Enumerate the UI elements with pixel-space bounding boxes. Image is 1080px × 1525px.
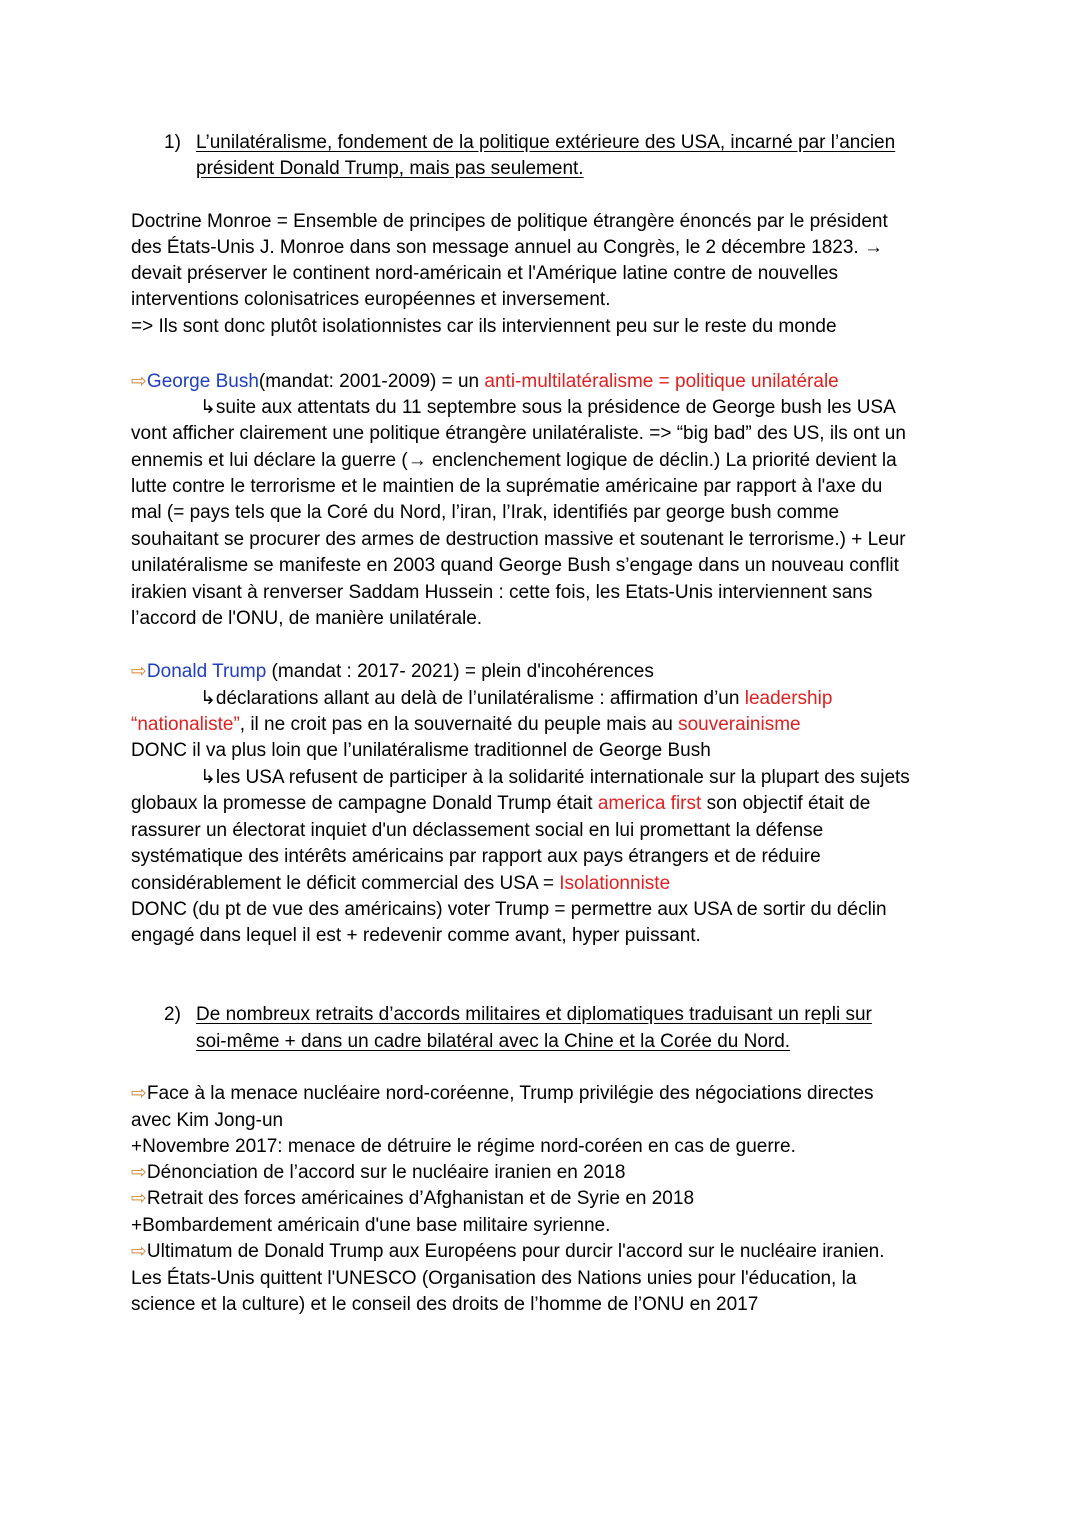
section-2-number: 2) xyxy=(164,1004,181,1025)
list-item xyxy=(131,1160,625,1186)
trump-text: considérablement le déficit commercial des USA = xyxy=(131,873,560,894)
trump-text-line: DONC (du pt de vue des américains) voter Trump = permettre aux USA de sortir du déclin xyxy=(131,899,887,920)
monroe-line: des États-Unis J. Monroe dans son message annuel au Congrès, le 2 décembre 1823. → xyxy=(131,237,883,258)
arrow-right-icon: ⇨ xyxy=(131,371,147,392)
trump-text: globaux la promesse de campagne Donald Trump était xyxy=(131,793,598,814)
monroe-line: interventions colonisatrices européennes et inversement. xyxy=(131,289,611,310)
list-item: +Bombardement américain d'une base militaire syrienne. xyxy=(131,1215,611,1236)
bush-sub-line xyxy=(200,395,896,421)
arrow-right-icon: ⇨ xyxy=(131,661,147,682)
trump-text-line: DONC il va plus loin que l’unilatéralisme traditionnel de George Bush xyxy=(131,740,711,761)
bush-text: suite aux attentats du 11 septembre sous la présidence de George bush les USA xyxy=(215,397,896,418)
monroe-line: devait préserver le continent nord-américain et l'Amérique latine contre de nouvelles xyxy=(131,263,839,284)
list-item: avec Kim Jong-un xyxy=(131,1110,284,1131)
bush-name: George Bush xyxy=(146,371,259,392)
trump-name: Donald Trump xyxy=(146,661,267,682)
list-item: +Novembre 2017: menace de détruire le régime nord-coréen en cas de guerre. xyxy=(131,1136,796,1157)
list-item-text: Dénonciation de l’accord sur le nucléaire iranien en 2018 xyxy=(146,1162,626,1183)
trump-text: , il ne croit pas en la souvernaité du peuple mais au xyxy=(239,714,679,735)
list-item: science et la culture) et le conseil des droits de l’homme de l’ONU en 2017 xyxy=(131,1294,759,1315)
trump-highlight: souverainisme xyxy=(678,714,801,735)
list-item xyxy=(131,1239,885,1265)
bush-text-line: unilatéralisme se manifeste en 2003 quand George Bush s’engage dans un nouveau conflit xyxy=(131,555,899,576)
list-item xyxy=(131,1186,694,1212)
trump-text-line: engagé dans lequel il est + redevenir comme avant, hyper puissant. xyxy=(131,925,701,946)
arrow-right-icon: ⇨ xyxy=(131,1241,147,1262)
trump-text-line: systématique des intérêts américains par rapport aux pays étrangers et de réduire xyxy=(131,846,821,867)
section-2-title-line-1: De nombreux retraits d’accords militaires et diplomatiques traduisant un repli sur xyxy=(196,1004,872,1025)
section-2-title-line-2: soi-même + dans un cadre bilatéral avec la Chine et la Corée du Nord. xyxy=(196,1031,791,1052)
trump-text-line: rassurer un électorat inquiet d'un déclassement social en lui promettant la défense xyxy=(131,820,824,841)
trump-highlight: leadership xyxy=(744,688,833,709)
monroe-line: => Ils sont donc plutôt isolationnistes car ils interviennent peu sur le reste du monde xyxy=(131,316,837,337)
trump-mandate: (mandat : 2017- 2021) = plein d'incohérences xyxy=(266,661,654,682)
trump-text-line xyxy=(131,871,670,897)
trump-text-line xyxy=(131,791,870,817)
trump-sub-line xyxy=(200,686,832,712)
trump-text-line xyxy=(131,712,801,738)
trump-text: les USA refusent de participer à la solidarité internationale sur la plupart des sujets xyxy=(215,767,910,788)
trump-highlight: Isolationniste xyxy=(559,873,671,894)
list-item-text: Face à la menace nucléaire nord-coréenne, Trump privilégie des négociations directes xyxy=(146,1083,874,1104)
bush-text-line: souhaitant se procurer des armes de destruction massive et soutenant le terrorisme.) + Leur xyxy=(131,529,906,550)
trump-highlight: “nationaliste” xyxy=(131,714,240,735)
section-1-title-line-1: L’unilatéralisme, fondement de la politique extérieure des USA, incarné par l’ancien xyxy=(196,132,896,153)
trump-highlight: america first xyxy=(597,793,702,814)
bush-text-line: vont afficher clairement une politique étrangère unilatéraliste. => “big bad” des US, ils ont un xyxy=(131,423,906,444)
sub-arrow-icon: ↳ xyxy=(200,767,216,788)
sub-arrow-icon: ↳ xyxy=(200,397,216,418)
list-item: Les États-Unis quittent l'UNESCO (Organisation des Nations unies pour l'éducation, la xyxy=(131,1268,857,1289)
bush-policy: anti-multilatéralisme = politique unilatérale xyxy=(484,371,839,392)
bush-text-line: lutte contre le terrorisme et le maintien de la suprématie américaine par rapport à l'axe du xyxy=(131,476,883,497)
list-item-text: Ultimatum de Donald Trump aux Européens pour durcir l'accord sur le nucléaire iranien. xyxy=(146,1241,885,1262)
bush-text-line: l’accord de l'ONU, de manière unilatérale. xyxy=(131,608,483,629)
section-1-title-line-2: président Donald Trump, mais pas seulement. xyxy=(196,158,584,179)
bush-text-line: irakien visant à renverser Saddam Hussein : cette fois, les Etats-Unis interviennent sans xyxy=(131,582,873,603)
monroe-line: Doctrine Monroe = Ensemble de principes de politique étrangère énoncés par le président xyxy=(131,211,888,232)
trump-sub-line xyxy=(200,765,910,791)
list-item xyxy=(131,1081,874,1107)
bush-heading-line xyxy=(131,369,839,395)
bush-text-line: ennemis et lui déclare la guerre (→ enclenchement logique de déclin.) La priorité devient la xyxy=(131,450,897,471)
arrow-right-icon: ⇨ xyxy=(131,1188,147,1209)
sub-arrow-icon: ↳ xyxy=(200,688,216,709)
bush-mandate: (mandat: 2001-2009) = un xyxy=(258,371,485,392)
list-item-text: Retrait des forces américaines d’Afghanistan et de Syrie en 2018 xyxy=(146,1188,695,1209)
arrow-right-icon: ⇨ xyxy=(131,1083,147,1104)
arrow-right-icon: ⇨ xyxy=(131,1162,147,1183)
trump-text: déclarations allant au delà de l’unilatéralisme : affirmation d’un xyxy=(215,688,745,709)
bush-text-line: mal (= pays tels que la Coré du Nord, l’iran, l’Irak, identifiés par george bush comme xyxy=(131,502,840,523)
section-1-number: 1) xyxy=(164,132,181,153)
trump-heading-line xyxy=(131,659,654,685)
trump-text: son objectif était de xyxy=(701,793,871,814)
